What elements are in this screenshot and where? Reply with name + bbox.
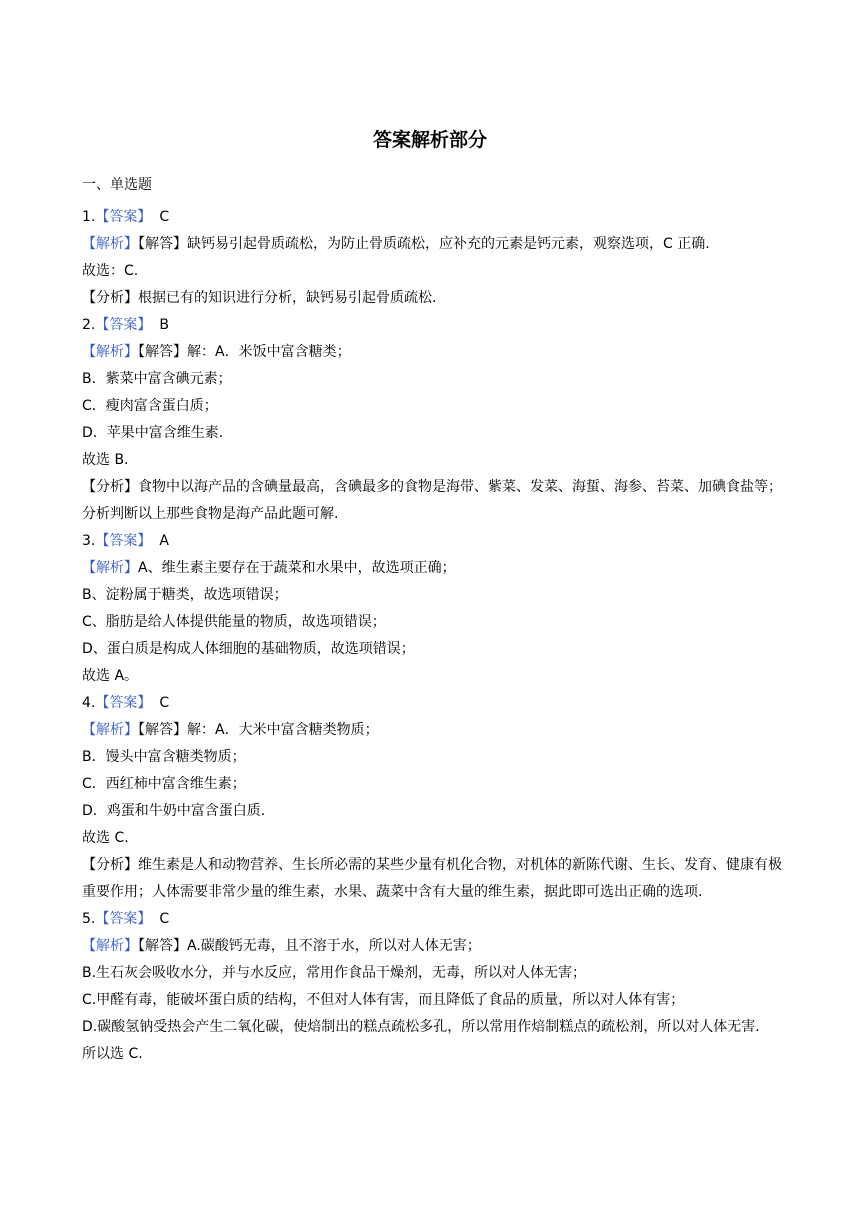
- answer-tag: 【答案】: [95, 695, 152, 711]
- question-2-explanation: [82, 339, 782, 366]
- page-title: 答案解析部分: [372, 129, 487, 151]
- explanation-line: D．鸡蛋和牛奶中富含蛋白质.: [82, 803, 266, 819]
- answer-tag: 【答案】: [95, 209, 152, 225]
- answer-tag: 【答案】: [95, 533, 152, 549]
- explanation-tag: 【解析】: [82, 236, 138, 252]
- analysis-line: 【分析】维生素是人和动物营养、生长所必需的某些少量有机化合物，对机体的新陈代谢、生长、发育、健康有极重要作用；人体需要非常少量的维生素，水果、蔬菜中含有大量的维生素，据此即可选出正确的选项.: [82, 857, 782, 900]
- question-number: 5.: [82, 911, 96, 927]
- question-number: 4.: [82, 695, 96, 711]
- question-4-answer: [82, 690, 782, 717]
- section-heading: 一、单选题: [82, 177, 152, 193]
- explanation-line: B、淀粉属于糖类，故选项错误；: [82, 587, 288, 603]
- question-5-answer: [82, 906, 782, 933]
- explanation-line: C．西红柿中富含维生素；: [82, 776, 246, 792]
- explanation-text: 【解答】解：A．米饭中富含糖类；: [138, 344, 351, 360]
- question-number: 2.: [82, 317, 96, 333]
- explanation-tag: 【解析】: [82, 722, 138, 738]
- explanation-text: 【解答】解：A．大米中富含糖类物质；: [138, 722, 379, 738]
- question-1-explanation: [82, 231, 782, 258]
- explanation-line: 故选 A。: [82, 668, 139, 684]
- question-3-answer: [82, 528, 782, 555]
- conclusion-line: 所以选 C.: [82, 1046, 143, 1062]
- question-number: 1.: [82, 209, 96, 225]
- explanation-line: 故选 C.: [82, 830, 129, 846]
- explanation-line: C.甲醛有毒，能破坏蛋白质的结构，不但对人体有害，而且降低了食品的质量，所以对人体有害；: [82, 992, 685, 1008]
- explanation-line: D.碳酸氢钠受热会产生二氧化碳，使焙制出的糕点疏松多孔，所以常用作焙制糕点的疏松剂，所以对人体无害.: [82, 1019, 760, 1035]
- answer-value: C: [159, 911, 170, 927]
- explanation-tag: 【解析】: [82, 560, 138, 576]
- explanation-line: D．苹果中富含维生素.: [82, 425, 224, 441]
- explanation-line: 故选 B.: [82, 452, 129, 468]
- question-5-explanation: [82, 933, 782, 960]
- answer-value: C: [159, 209, 170, 225]
- question-2-answer: [82, 312, 782, 339]
- explanation-line: C．瘦肉富含蛋白质；: [82, 398, 218, 414]
- question-1-answer: [82, 204, 782, 231]
- explanation-line: C、脂肪是给人体提供能量的物质，故选项错误；: [82, 614, 386, 630]
- analysis-line: 【分析】根据已有的知识进行分析，缺钙易引起骨质疏松.: [82, 290, 437, 306]
- answer-value: B: [159, 317, 169, 333]
- analysis-line: 【分析】食物中以海产品的含碘量最高，含碘最多的食物是海带、紫菜、发菜、海蜇、海参、苔菜、加碘食盐等；分析判断以上那些食物是海产品此题可解.: [82, 479, 782, 522]
- question-4-explanation: [82, 717, 782, 744]
- explanation-line: B．馒头中富含糖类物质；: [82, 749, 246, 765]
- question-3-explanation: [82, 555, 782, 582]
- explanation-tag: 【解析】: [82, 938, 138, 954]
- explanation-line: 故选：C.: [82, 263, 139, 279]
- answer-tag: 【答案】: [95, 911, 152, 927]
- answer-tag: 【答案】: [95, 317, 152, 333]
- explanation-text: A、维生素主要存在于蔬菜和水果中，故选项正确；: [138, 560, 456, 576]
- explanation-text: 【解答】缺钙易引起骨质疏松，为防止骨质疏松，应补充的元素是钙元素，观察选项，C 正确.: [138, 236, 710, 252]
- answer-value: A: [159, 533, 169, 549]
- explanation-line: B．紫菜中富含碘元素；: [82, 371, 232, 387]
- explanation-text: 【解答】A.碳酸钙无毒，且不溶于水，所以对人体无害；: [138, 938, 481, 954]
- document-body: [82, 172, 782, 1068]
- explanation-line: B.生石灰会吸收水分，并与水反应，常用作食品干燥剂，无毒，所以对人体无害；: [82, 965, 587, 981]
- explanation-tag: 【解析】: [82, 344, 138, 360]
- explanation-line: D、蛋白质是构成人体细胞的基础物质，故选项错误；: [82, 641, 415, 657]
- question-number: 3.: [82, 533, 96, 549]
- answer-value: C: [159, 695, 170, 711]
